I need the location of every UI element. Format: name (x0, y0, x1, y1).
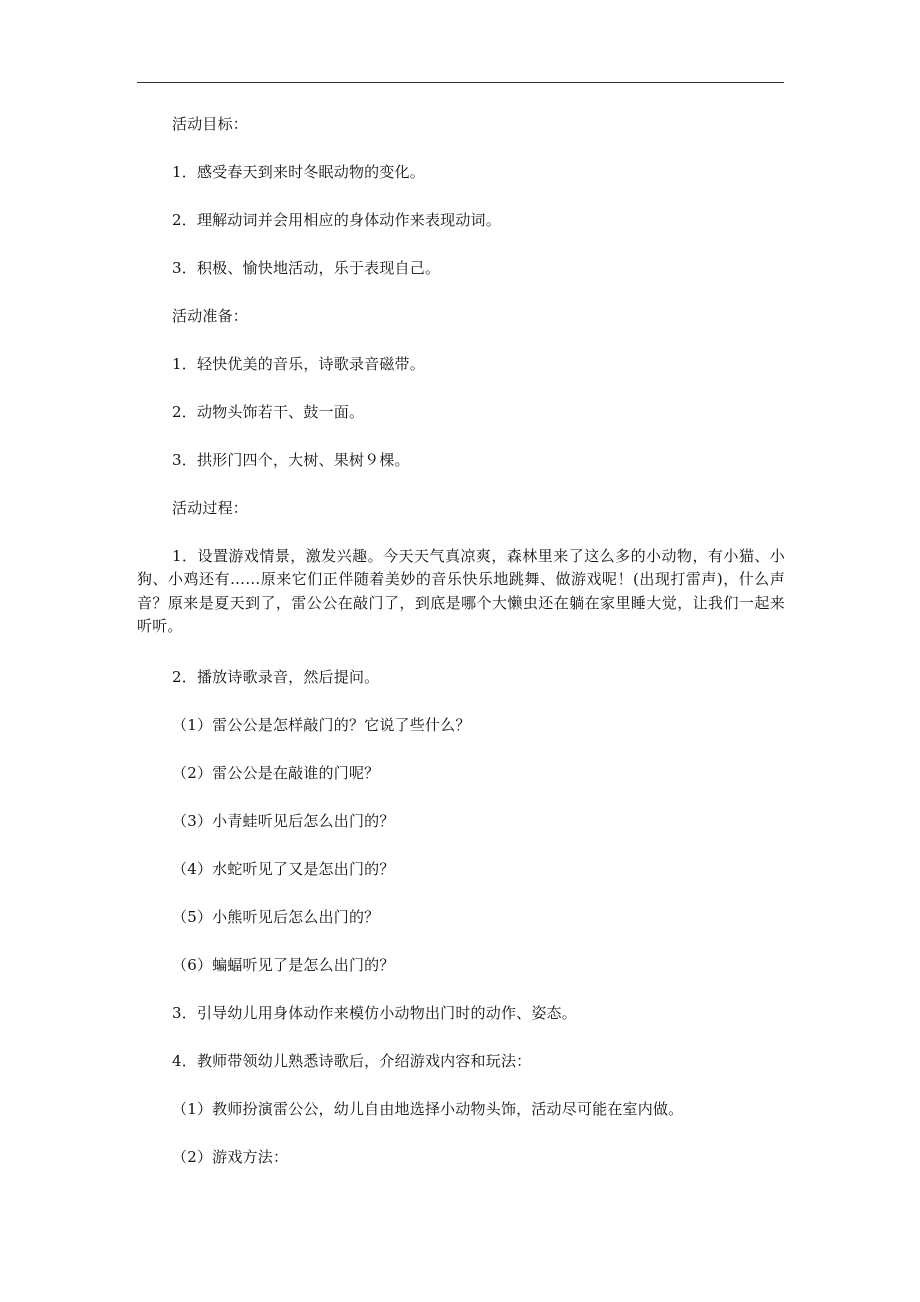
section-heading-preparation: 活动准备： (172, 307, 249, 325)
game-item-1: （1）教师扮演雷公公，幼儿自由地选择小动物头饰，活动尽可能在室内做。 (172, 1100, 684, 1118)
goal-item-1: 1．感受春天到来时冬眠动物的变化。 (172, 163, 425, 181)
question-4: （4）水蛇听见了又是怎出门的？ (172, 860, 395, 878)
goal-item-2: 2．理解动词并会用相应的身体动作来表现动词。 (172, 211, 501, 229)
preparation-item-3: 3．拱形门四个，大树、果树９棵。 (172, 451, 410, 469)
question-6: （6）蝙蝠听见了是怎么出门的？ (172, 956, 395, 974)
process-step-1-paragraph: 1．设置游戏情景，激发兴趣。今天天气真凉爽，森林里来了这么多的小动物，有小猫、小狗、小鸡还有……原来它们正伴随着美妙的音乐快乐地跳舞、做游戏呢！(出现打雷声)，什么声音？原来是夏天到了，雷公公在敲门了，到底是哪个大懒虫还在躺在家里睡大觉，让我们一起来听听。 (137, 547, 785, 635)
header-rule (137, 82, 784, 83)
question-3: （3）小青蛙听见后怎么出门的？ (172, 812, 395, 830)
question-2: （2）雷公公是在敲谁的门呢？ (172, 764, 380, 782)
section-heading-goals: 活动目标： (172, 115, 249, 133)
process-step-3: 3．引导幼儿用身体动作来模仿小动物出门时的动作、姿态。 (172, 1004, 577, 1022)
question-5: （5）小熊听见后怎么出门的？ (172, 908, 380, 926)
process-step-2: 2．播放诗歌录音，然后提问。 (172, 668, 380, 686)
section-heading-process: 活动过程： (172, 499, 249, 517)
game-item-2: （2）游戏方法： (172, 1148, 289, 1166)
preparation-item-1: 1．轻快优美的音乐，诗歌录音磁带。 (172, 355, 425, 373)
question-1: （1）雷公公是怎样敲门的？它说了些什么？ (172, 716, 471, 734)
goal-item-3: 3．积极、愉快地活动，乐于表现自己。 (172, 259, 441, 277)
preparation-item-2: 2．动物头饰若干、鼓一面。 (172, 403, 365, 421)
process-step-4: 4．教师带领幼儿熟悉诗歌后，介绍游戏内容和玩法： (172, 1052, 532, 1070)
